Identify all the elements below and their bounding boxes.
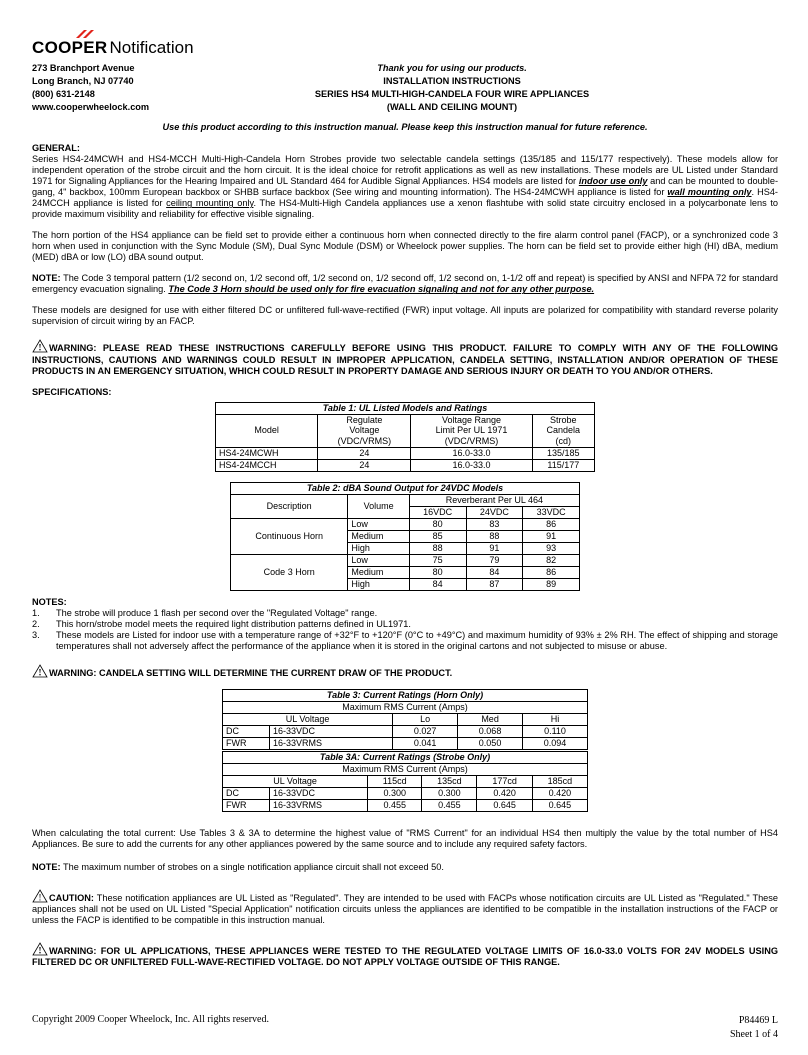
logo-swoosh-icon	[74, 28, 96, 42]
warning-triangle-icon	[32, 339, 48, 353]
t1-header-model: Model	[216, 414, 318, 447]
table-row: High 84 87 89	[231, 578, 580, 590]
table-row: FWR 16-33VRMS 0.041 0.050 0.094	[223, 738, 588, 750]
t1-header-strobe: Strobe Candela (cd)	[532, 414, 594, 447]
table-1-wrap	[32, 402, 778, 472]
address-web[interactable]: www.cooperwheelock.com	[32, 102, 150, 112]
list-item: 2. This horn/strobe model meets the required light distribution patterns defined in UL1971.	[32, 619, 411, 630]
warning-3: ! WARNING: FOR UL APPLICATIONS, THESE APPLIANCES WERE TESTED TO THE REGULATED VOLTAGE LIMITS OF 16.0-33.0 VOLTS FOR 24V MODELS USING FILTERED DC OR UNFILTERED FULL-WAVE-RECTIFIED VOLTAGE. DO NOT APPLY VOLTAGE OUTSIDE OF THIS RANGE.	[32, 942, 778, 968]
company-address	[32, 62, 149, 114]
svg-text:!: !	[38, 342, 42, 353]
table-row: HS4-24MCCH 24 16.0-33.0 115/177	[216, 459, 595, 471]
warning-triangle-icon	[32, 664, 48, 678]
warning-triangle-icon	[32, 889, 48, 903]
general-paragraph-1: Series HS4-24MCWH and HS4-MCCH Multi-High-Candela Horn Strobes provide two selectable candela settings (135/185 and 115/177 respectively). These models allow for independent operation of the strobe circuit and the horn circuit. It is the ideal choice for retrofit applications as well as new installations. These models are UL Listed under Standard 1971 for Signaling Appliances for the Hearing Impaired and UL Standard 464 for Audible Signal Appliances. HS4 models are listed for indoor use only and can be mounted to double-gang, 4" backbox, 100mm European backbox or SHBB surface backbox (See wiring and mounting information). The HS4-24MCWH appliance is listed for wall mounting only. HS4-24MCCH appliance is listed for ceiling mounting only. The HS4-Multi-High Candela appliances use a xenon flashtube with solid state circuitry enclosed in a polycarbonate lens to provide maximum visibility and reliability for effective visible signaling.	[32, 154, 778, 220]
table-row: HS4-24MCWH 24 16.0-33.0 135/185	[216, 447, 595, 459]
title-line-2: SERIES HS4 MULTI-HIGH-CANDELA FOUR WIRE APPLIANCES	[314, 89, 590, 99]
address-phone: (800) 631-2148	[32, 89, 95, 99]
general-heading: GENERAL:	[32, 143, 80, 154]
notes-heading: NOTES:	[32, 596, 67, 607]
t2-header-volume: Volume	[348, 494, 409, 518]
address-city: Long Branch, NJ 07740	[32, 76, 134, 86]
table-row: Code 3 Horn Low 75 79 82	[231, 554, 580, 566]
notes-section	[32, 597, 778, 652]
thanks-line: Thank you for using our products.	[377, 63, 527, 73]
svg-text:!: !	[38, 667, 42, 678]
table-row: FWR 16-33VRMS 0.455 0.455 0.645 0.645	[223, 800, 588, 812]
table-3: Table 3: Current Ratings (Horn Only) Maximum RMS Current (Amps) UL Voltage Lo Med Hi DC 16-33VDC 0.027 0.068 0.110 FWR 16-33VRMS 0.041 0.050 0.094	[222, 689, 588, 750]
table-3a-subheader: Maximum RMS Current (Amps)	[223, 764, 588, 776]
table-row: Medium 80 84 86	[231, 566, 580, 578]
table-3-caption: Table 3: Current Ratings (Horn Only)	[223, 690, 588, 702]
table-row: Continuous Horn Low 80 83 86	[231, 518, 580, 530]
table-2-caption: Table 2: dBA Sound Output for 24VDC Models	[231, 482, 580, 494]
t1-header-range: Voltage Range Limit Per UL 1971 (VDC/VRMS)	[411, 414, 532, 447]
table-1-caption: Table 1: UL Listed Models and Ratings	[216, 402, 595, 414]
calculation-paragraph: When calculating the total current: Use Tables 3 & 3A to determine the highest value of "RMS Current" for an individual HS4 then multiply the value by the total number of HS4 Appliances. Be sure to add the currents for any other appliances powered by the same source and to include any required safety factors.	[32, 828, 778, 850]
cooper-logo	[32, 26, 778, 58]
address-street: 273 Branchport Avenue	[32, 63, 135, 73]
list-item: 1. The strobe will produce 1 flash per second over the "Regulated Voltage" range.	[32, 608, 378, 619]
header	[32, 62, 778, 114]
table-3-wrap	[32, 689, 778, 812]
t2-header-description: Description	[231, 494, 348, 518]
title-line-1: INSTALLATION INSTRUCTIONS	[383, 76, 521, 86]
use-notice: Use this product according to this instruction manual. Please keep this instruction manual for future reference.	[162, 122, 648, 132]
logo-product: Notification	[109, 37, 194, 57]
table-row: DC 16-33VDC 0.300 0.300 0.420 0.420	[223, 788, 588, 800]
doc-number: P84469 L	[738, 1015, 778, 1026]
copyright: Copyright 2009 Cooper Wheelock, Inc. All rights reserved.	[32, 1014, 269, 1025]
general-paragraph-3: These models are designed for use with either filtered DC or unfiltered full-wave-rectified (FWR) input voltage. All inputs are polarized for compatibility with standard reverse polarity supervision of circuit wiring by an FACP.	[32, 305, 778, 327]
table-row: Medium 85 88 91	[231, 530, 580, 542]
caution: ! CAUTION: These notification appliances are UL Listed as "Regulated". They are intended to be used with FACPs whose notification circuits are UL Listed as "Regulated." These appliances shall not be used on UL Listed "Special Application" notification circuits unless the appliances are identified to be compatible in the installation instructions of the FACP or unless the FACP is identified to be compatible in this instruction manual.	[32, 889, 778, 926]
doc-info	[730, 1014, 778, 1042]
svg-text:!: !	[38, 892, 42, 903]
code3-note: NOTE: The Code 3 temporal pattern (1/2 second on, 1/2 second off, 1/2 second on, 1/2 second off, 1/2 second on, 1-1/2 off and repeat) is specified by ANSI and NFPA 72 for standard emergency evacuation signaling. The Code 3 Horn should be used only for fire evacuation signaling and not for any other purpose.	[32, 273, 778, 295]
table-3a-caption: Table 3A: Current Ratings (Strobe Only)	[223, 752, 588, 764]
logo-brand: COOPER	[32, 37, 108, 57]
sheet-number: Sheet 1 of 4	[729, 1029, 778, 1040]
document-title	[182, 62, 722, 114]
warning-1: ! WARNING: PLEASE READ THESE INSTRUCTIONS CAREFULLY BEFORE USING THIS PRODUCT. FAILURE TO COMPLY WITH ANY OF THE FOLLOWING INSTRUCTIONS, CAUTIONS AND WARNINGS COULD RESULT IN IMPROPER APPLICATION, CANDELA SETTING, INSTALLATION AND/OR OPERATION OF THESE PRODUCTS IN AN EMERGENCY SITUATION, WHICH COULD RESULT IN PROPERTY DAMAGE AND SERIOUS INJURY OR DEATH TO YOU AND/OR OTHERS.	[32, 339, 778, 376]
general-paragraph-2: The horn portion of the HS4 appliance can be field set to provide either a continuous horn when connected directly to the fire alarm control panel (FACP), or a synchronized code 3 horn when used in conjunction with the Sync Module (SM), Dual Sync Module (DSM) or Wheelock power supplies. The horn can be field set to provide either high (HI) dBA, medium (MED) dBA or low (LO) dBA sound output.	[32, 230, 778, 263]
table-3a: Table 3A: Current Ratings (Strobe Only) Maximum RMS Current (Amps) UL Voltage 115cd 135cd 177cd 185cd DC 16-33VDC 0.300 0.300 0.420 0.420 FWR 16-33VRMS 0.455 0.455 0.645 0.645	[222, 751, 588, 812]
t1-header-regulate: Regulate Voltage (VDC/VRMS)	[318, 414, 411, 447]
svg-text:!: !	[38, 945, 42, 956]
list-item: 3. These models are Listed for indoor use with a temperature range of +32°F to +120°F (0°C to +49°C) and maximum humidity of 93% ± 2% RH. The effect of shipping and storage temperatures shall not adversely affect the performance of the appliance when it is stored in the original cartons and not subjected to misuse or abuse.	[32, 630, 778, 652]
t2-header-reverberant: Reverberant Per UL 464	[409, 494, 579, 506]
table-row: DC 16-33VDC 0.027 0.068 0.110	[223, 726, 588, 738]
warning-triangle-icon	[32, 942, 48, 956]
document-page	[32, 26, 778, 978]
title-line-3: (WALL AND CEILING MOUNT)	[386, 102, 518, 112]
warning-2: ! WARNING: CANDELA SETTING WILL DETERMINE THE CURRENT DRAW OF THE PRODUCT.	[32, 664, 778, 679]
table-2: Table 2: dBA Sound Output for 24VDC Models Description Volume Reverberant Per UL 464 16VDC 24VDC 33VDC Continuous Horn Low 80 83 86 Medium 85 88 91 High 88 91 93 Code 3 Horn Low 75 79 82 Medium 80 84 86 High 84 87 89	[230, 482, 580, 591]
table-1	[215, 402, 595, 472]
table-3-subheader: Maximum RMS Current (Amps)	[223, 702, 588, 714]
table-2-wrap	[32, 482, 778, 591]
max-strobes-note: NOTE: The maximum number of strobes on a single notification appliance circuit shall not exceed 50.	[32, 862, 444, 873]
footer	[32, 1014, 778, 1040]
specifications-heading: SPECIFICATIONS:	[32, 386, 112, 397]
table-row: High 88 91 93	[231, 542, 580, 554]
